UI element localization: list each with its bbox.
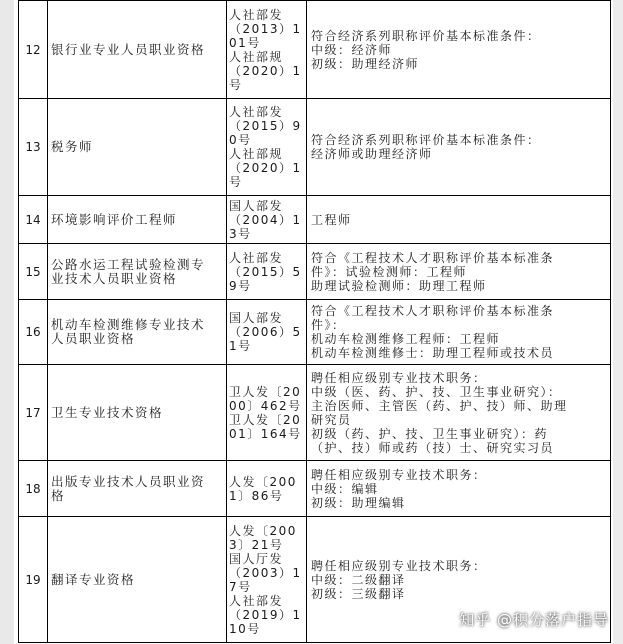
table-row <box>19 461 611 517</box>
cell-line: 00〕462号 <box>229 398 302 413</box>
cell-line: 01〕164号 <box>229 426 302 441</box>
cell-line: 人社部发 <box>229 105 284 119</box>
document-reference <box>227 517 307 643</box>
table-row <box>19 244 611 300</box>
qualification-table-body <box>19 1 611 643</box>
cell-line: 机动车检测维修专业技术 <box>51 317 206 332</box>
cell-line: 聘任相应级别专业技术职务： <box>311 467 487 482</box>
cell-line: 人社部发 <box>229 593 284 608</box>
page-left-margin <box>0 0 14 644</box>
row-number: 13 <box>19 99 48 196</box>
document-reference <box>227 1 307 99</box>
cell-line: 聘任相应级别专业技术职务： <box>311 370 487 385</box>
cell-line: 格 <box>51 487 66 503</box>
qualification-table <box>18 0 611 643</box>
row-number: 12 <box>19 1 48 99</box>
requirement-text <box>307 300 611 365</box>
cell-line: 1〕86号 <box>229 488 284 503</box>
cell-line: 人社部发 <box>229 7 284 22</box>
cell-line: （2013）1 <box>229 21 302 36</box>
cell-line: 人发〔200 <box>229 523 297 538</box>
cell-line: 卫生专业技术资格 <box>51 404 164 420</box>
qualification-name <box>48 461 227 517</box>
cell-line: 公路水运工程试验检测专 <box>51 256 206 272</box>
cell-line: （2020）1 <box>229 161 302 175</box>
table-row <box>19 99 611 196</box>
cell-line: 7号 <box>229 579 252 594</box>
cell-line: 01号 <box>229 35 261 50</box>
qualification-name <box>48 1 227 99</box>
table-row <box>19 196 611 244</box>
cell-line: 中级（医、药、护、技、卫生事业研究）： <box>311 384 562 399</box>
cell-line: （护、技）师或药（技）士、研究实习员 <box>311 440 555 455</box>
document-reference <box>227 196 307 244</box>
row-number: 18 <box>19 461 48 517</box>
qualification-name <box>48 196 227 244</box>
row-number: 17 <box>19 365 48 461</box>
cell-line: 环境影响评价工程师 <box>51 211 178 227</box>
requirement-text <box>307 365 611 461</box>
watermark-text: 知乎 @积分落户指导 <box>459 611 609 629</box>
cell-line: 号 <box>229 77 243 92</box>
cell-line: 符合经济系列职称评价基本标准条件： <box>311 28 541 43</box>
cell-line: 机动车检测维修士：助理工程师或技术员 <box>311 346 555 360</box>
cell-line: 号 <box>229 175 243 189</box>
cell-line: （2015）5 <box>229 264 302 279</box>
qualification-name <box>48 99 227 196</box>
cell-line: 中级：经济师 <box>311 42 393 57</box>
cell-line: 初级：三级翻译 <box>311 586 406 601</box>
qualification-name <box>48 517 227 643</box>
cell-line: 人社部规 <box>229 147 284 161</box>
row-number: 19 <box>19 517 48 643</box>
cell-line: 9号 <box>229 278 252 293</box>
cell-line: 初级：助理编辑 <box>311 495 406 510</box>
requirement-text <box>307 461 611 517</box>
cell-line: 人员职业资格 <box>51 331 136 346</box>
requirement-text <box>307 1 611 99</box>
table-row <box>19 1 611 99</box>
cell-line: 1号 <box>229 339 252 353</box>
requirement-text <box>307 244 611 300</box>
cell-line: 件》： <box>311 318 346 332</box>
requirement-text <box>307 196 611 244</box>
cell-line: 件》：试验检测师：工程师 <box>311 264 468 279</box>
cell-line: 国人部发 <box>229 311 284 325</box>
cell-line: 中级：编辑 <box>311 481 379 496</box>
cell-line: （2015）9 <box>229 119 302 133</box>
cell-line: （2003）1 <box>229 565 302 580</box>
document-reference <box>227 300 307 365</box>
cell-line: 国人部发 <box>229 198 284 213</box>
document-reference <box>227 99 307 196</box>
row-number: 14 <box>19 196 48 244</box>
table-row <box>19 365 611 461</box>
cell-line: 中级：二级翻译 <box>311 572 406 587</box>
cell-line: 符合经济系列职称评价基本标准条件： <box>311 133 541 147</box>
cell-line: 业技术人员职业资格 <box>51 270 178 286</box>
cell-line: 出版专业技术人员职业资 <box>51 473 206 489</box>
cell-line: 符合《工程技术人才职称评价基本标准条 <box>311 250 555 265</box>
cell-line: 国人厅发 <box>229 551 284 566</box>
cell-line: 卫人发〔20 <box>229 384 302 399</box>
cell-line: 税务师 <box>51 139 94 154</box>
cell-line: 初级：助理经济师 <box>311 56 420 71</box>
cell-line: 助理试验检测师：助理工程师 <box>311 278 487 293</box>
requirement-text <box>307 99 611 196</box>
cell-line: （2019）1 <box>229 607 302 622</box>
row-number: 15 <box>19 244 48 300</box>
cell-line: 翻译专业资格 <box>51 571 136 587</box>
cell-line: 人社部规 <box>229 49 284 64</box>
table-row <box>19 300 611 365</box>
cell-line: （2006）5 <box>229 325 302 339</box>
document-reference <box>227 244 307 300</box>
cell-line: 机动车检测维修工程师：工程师 <box>311 332 501 346</box>
cell-line: 经济师或助理经济师 <box>311 147 433 161</box>
cell-line: 3〕21号 <box>229 537 284 552</box>
cell-line: 银行业专业人员职业资格 <box>51 41 206 57</box>
qualification-name <box>48 244 227 300</box>
cell-line: 聘任相应级别专业技术职务： <box>311 558 487 573</box>
cell-line: 工程师 <box>311 212 352 227</box>
cell-line: 人社部发 <box>229 250 284 265</box>
cell-line: 10号 <box>229 621 261 636</box>
qualification-name <box>48 365 227 461</box>
qualification-name <box>48 300 227 365</box>
cell-line: （2004）1 <box>229 212 302 227</box>
cell-line: 符合《工程技术人才职称评价基本标准条 <box>311 304 555 318</box>
page-right-margin <box>613 0 623 644</box>
cell-line: 研究员 <box>311 412 352 427</box>
cell-line: 0号 <box>229 133 252 147</box>
cell-line: 主治医师、主管医（药、护、技）师、助理 <box>311 398 568 413</box>
cell-line: 人发〔200 <box>229 474 297 489</box>
document-reference <box>227 461 307 517</box>
cell-line: （2020）1 <box>229 63 302 78</box>
row-number: 16 <box>19 300 48 365</box>
cell-line: 卫人发〔20 <box>229 412 302 427</box>
cell-line: 3号 <box>229 226 252 241</box>
document-reference <box>227 365 307 461</box>
cell-line: 初级（药、护、技、卫生事业研究）：药 <box>311 426 549 441</box>
